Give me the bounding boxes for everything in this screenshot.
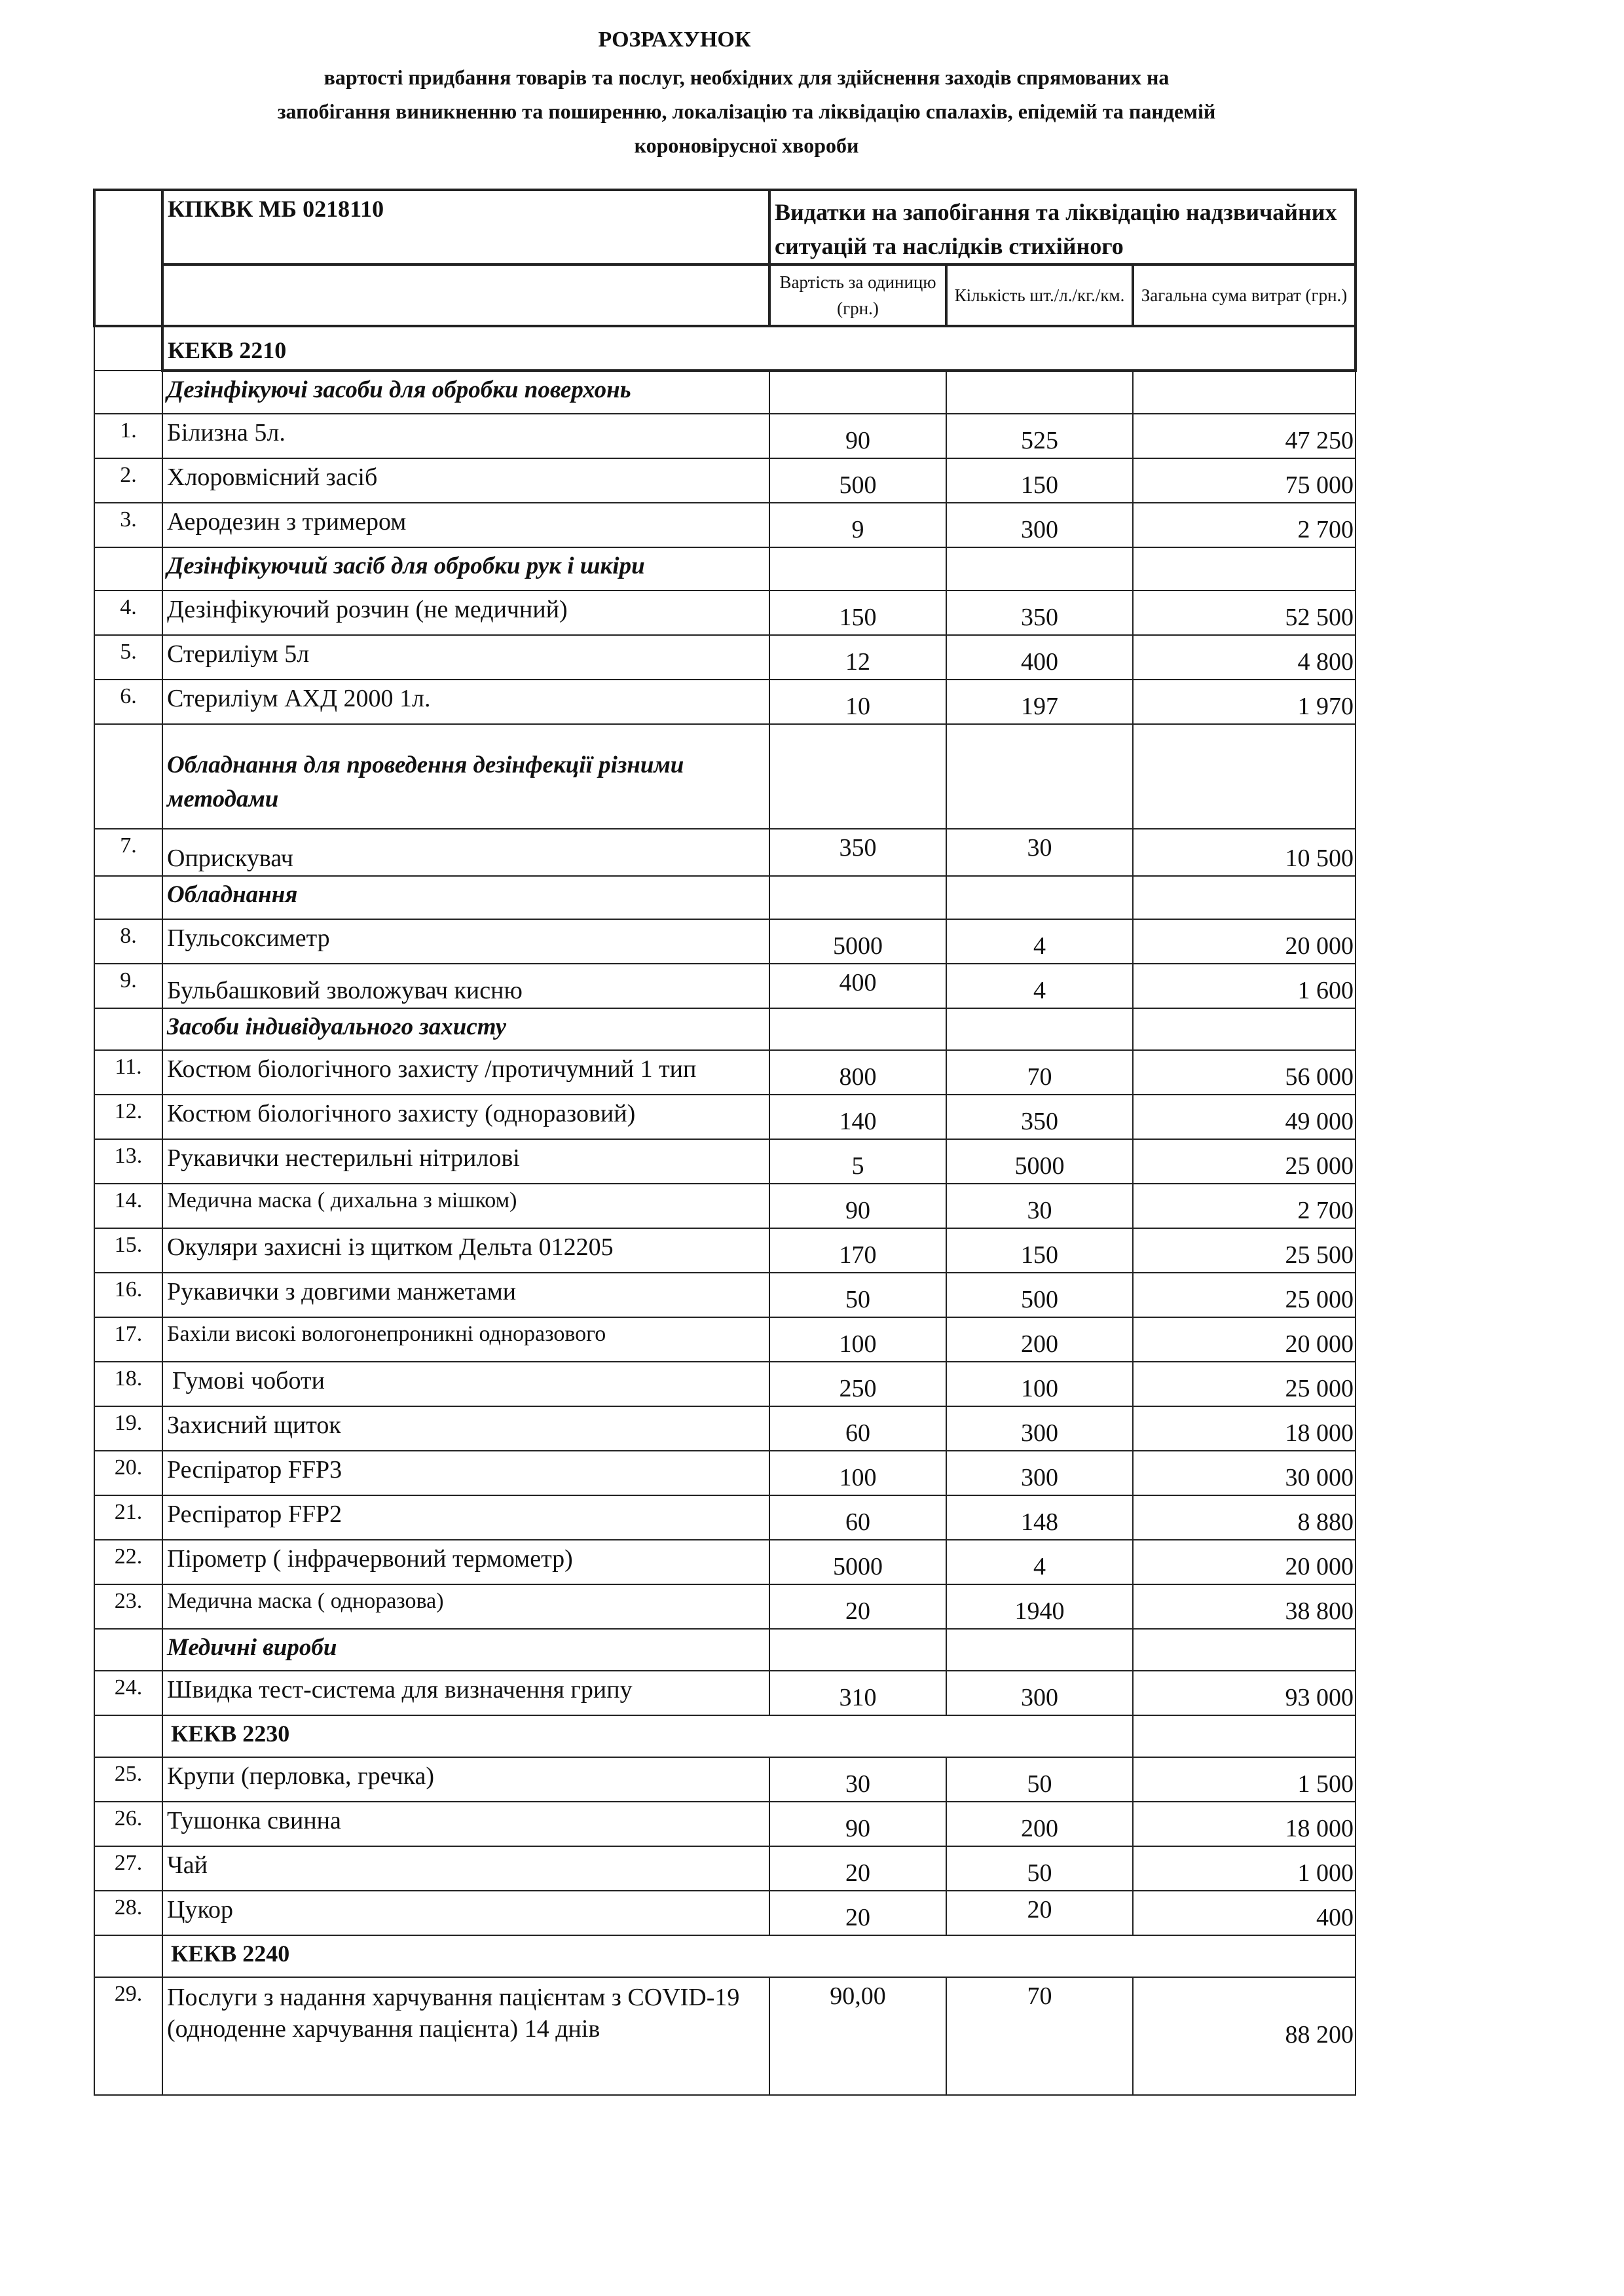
quantity: 148 xyxy=(946,1495,1133,1540)
total-amount: 25 500 xyxy=(1133,1228,1356,1273)
total-amount: 49 000 xyxy=(1133,1095,1356,1139)
item-name: Білизна 5л. xyxy=(162,414,769,458)
quantity: 150 xyxy=(946,458,1133,503)
unit-price: 150 xyxy=(769,591,946,635)
total-amount: 47 250 xyxy=(1133,414,1356,458)
row-number: 18. xyxy=(94,1362,162,1406)
item-name: Оприскувач xyxy=(162,829,769,876)
row-number: 12. xyxy=(94,1095,162,1139)
row-number: 9. xyxy=(94,964,162,1008)
total-amount: 88 200 xyxy=(1133,1977,1356,2095)
row-blank xyxy=(769,1008,946,1050)
total-amount: 1 970 xyxy=(1133,680,1356,724)
quantity: 1940 xyxy=(946,1584,1133,1629)
quantity: 300 xyxy=(946,1671,1133,1715)
row-blank xyxy=(94,1629,162,1671)
total-amount: 4 800 xyxy=(1133,635,1356,680)
unit-price: 20 xyxy=(769,1891,946,1935)
row-blank xyxy=(946,371,1133,414)
quantity: 5000 xyxy=(946,1139,1133,1184)
row-blank xyxy=(94,724,162,829)
table-row xyxy=(94,1451,1356,1495)
item-name: Хлоровмісний засіб xyxy=(162,458,769,503)
unit-price: 20 xyxy=(769,1584,946,1629)
total-amount: 20 000 xyxy=(1133,919,1356,964)
table-row xyxy=(94,1273,1356,1317)
table-row xyxy=(94,591,1356,635)
table-row xyxy=(94,458,1356,503)
row-number: 28. xyxy=(94,1891,162,1935)
category-heading: Дезінфікуючий засіб для обробки рук і шкіри xyxy=(162,547,769,591)
quantity: 350 xyxy=(946,591,1133,635)
unit-price: 30 xyxy=(769,1757,946,1802)
total-amount: 2 700 xyxy=(1133,503,1356,547)
subtitle-line: запобігання виникненню та поширенню, локалізацію та ліквідацію спалахів, епідемій та пандемій xyxy=(277,100,1216,123)
col-header-total: Загальна сума витрат (грн.) xyxy=(1133,264,1356,326)
total-amount: 75 000 xyxy=(1133,458,1356,503)
item-name: Респіратор FFP3 xyxy=(162,1451,769,1495)
item-name: Гумові чоботи xyxy=(162,1362,769,1406)
unit-price: 12 xyxy=(769,635,946,680)
row-number: 13. xyxy=(94,1139,162,1184)
row-number: 16. xyxy=(94,1273,162,1317)
kekv-heading: КЕКВ 2230 xyxy=(162,1715,1133,1757)
unit-price: 90 xyxy=(769,414,946,458)
category-heading: Засоби індивідуального захисту xyxy=(162,1008,769,1050)
item-name: Бульбашковий зволожувач кисню xyxy=(162,964,769,1008)
total-amount: 25 000 xyxy=(1133,1362,1356,1406)
unit-price: 310 xyxy=(769,1671,946,1715)
table-row xyxy=(94,1802,1356,1846)
item-name: Рукавички з довгими манжетами xyxy=(162,1273,769,1317)
subtitle-line: вартості придбання товарів та послуг, необхідних для здійснення заходів спрямованих на xyxy=(323,65,1170,89)
row-blank xyxy=(769,371,946,414)
unit-price: 50 xyxy=(769,1273,946,1317)
item-name: Дезінфікуючий розчин (не медичний) xyxy=(162,591,769,635)
row-number: 6. xyxy=(94,680,162,724)
row-number: 21. xyxy=(94,1495,162,1540)
header-corner-cell xyxy=(94,190,162,326)
table-row xyxy=(94,1139,1356,1184)
row-blank xyxy=(94,326,162,371)
unit-price: 20 xyxy=(769,1846,946,1891)
table-row xyxy=(94,1406,1356,1451)
unit-price: 250 xyxy=(769,1362,946,1406)
row-blank xyxy=(946,1629,1133,1671)
col-header-quantity: Кількість шт./л./кг./км. xyxy=(946,264,1133,326)
total-amount: 56 000 xyxy=(1133,1050,1356,1095)
item-name: Стериліум АХД 2000 1л. xyxy=(162,680,769,724)
quantity: 4 xyxy=(946,919,1133,964)
total-amount: 8 880 xyxy=(1133,1495,1356,1540)
total-amount: 18 000 xyxy=(1133,1802,1356,1846)
row-number: 5. xyxy=(94,635,162,680)
table-row xyxy=(94,414,1356,458)
unit-price: 60 xyxy=(769,1495,946,1540)
quantity: 30 xyxy=(946,829,1133,876)
row-blank xyxy=(94,1935,162,1977)
table-row xyxy=(94,503,1356,547)
total-amount: 30 000 xyxy=(1133,1451,1356,1495)
row-number: 14. xyxy=(94,1184,162,1228)
table-row xyxy=(94,1184,1356,1228)
unit-price: 90,00 xyxy=(769,1977,946,2095)
item-name: Захисний щиток xyxy=(162,1406,769,1451)
table-row xyxy=(94,829,1356,876)
col-header-unit-price: Вартість за одиницю (грн.) xyxy=(769,264,946,326)
total-amount: 10 500 xyxy=(1133,829,1356,876)
total-amount: 1 000 xyxy=(1133,1846,1356,1891)
row-blank xyxy=(1133,1629,1356,1671)
unit-price: 90 xyxy=(769,1802,946,1846)
expense-title: Видатки на запобігання та ліквідацію надзвичайних ситуацій та наслідків стихійного xyxy=(769,190,1356,264)
item-name: Медична маска ( одноразова) xyxy=(162,1584,769,1629)
total-amount: 38 800 xyxy=(1133,1584,1356,1629)
total-amount: 18 000 xyxy=(1133,1406,1356,1451)
total-amount: 1 500 xyxy=(1133,1757,1356,1802)
row-number: 23. xyxy=(94,1584,162,1629)
unit-price: 140 xyxy=(769,1095,946,1139)
total-amount: 400 xyxy=(1133,1891,1356,1935)
table-row xyxy=(94,1977,1356,2095)
row-blank xyxy=(946,1008,1133,1050)
row-number: 7. xyxy=(94,829,162,876)
unit-price: 400 xyxy=(769,964,946,1008)
row-number: 4. xyxy=(94,591,162,635)
table-row xyxy=(94,964,1356,1008)
row-blank xyxy=(769,1629,946,1671)
quantity: 4 xyxy=(946,964,1133,1008)
table-row xyxy=(94,635,1356,680)
quantity: 20 xyxy=(946,1891,1133,1935)
row-blank xyxy=(1133,1008,1356,1050)
total-amount: 25 000 xyxy=(1133,1273,1356,1317)
table-row xyxy=(94,1671,1356,1715)
total-amount: 25 000 xyxy=(1133,1139,1356,1184)
unit-price: 5000 xyxy=(769,1540,946,1584)
item-name: Бахіли високі вологонепроникні одноразового xyxy=(162,1317,769,1362)
unit-price: 800 xyxy=(769,1050,946,1095)
row-number: 17. xyxy=(94,1317,162,1362)
row-number: 29. xyxy=(94,1977,162,2095)
item-name: Цукор xyxy=(162,1891,769,1935)
item-name: Швидка тест-система для визначення грипу xyxy=(162,1671,769,1715)
quantity: 200 xyxy=(946,1317,1133,1362)
row-number: 2. xyxy=(94,458,162,503)
kekv-heading: КЕКВ 2240 xyxy=(162,1935,1356,1977)
quantity: 400 xyxy=(946,635,1133,680)
table-row xyxy=(94,1540,1356,1584)
cost-table xyxy=(93,189,1357,2096)
quantity: 100 xyxy=(946,1362,1133,1406)
row-blank xyxy=(94,371,162,414)
category-heading: Обладнання для проведення дезінфекції різними методами xyxy=(162,724,769,829)
row-blank xyxy=(94,1008,162,1050)
total-amount: 1 600 xyxy=(1133,964,1356,1008)
row-blank xyxy=(94,876,162,919)
row-number: 1. xyxy=(94,414,162,458)
category-heading: Обладнання xyxy=(162,876,769,919)
quantity: 300 xyxy=(946,1451,1133,1495)
quantity: 150 xyxy=(946,1228,1133,1273)
row-blank xyxy=(946,876,1133,919)
item-name: Рукавички нестерильні нітрилові xyxy=(162,1139,769,1184)
unit-price: 350 xyxy=(769,829,946,876)
row-number: 22. xyxy=(94,1540,162,1584)
quantity: 300 xyxy=(946,1406,1133,1451)
category-heading: Медичні вироби xyxy=(162,1629,769,1671)
row-blank xyxy=(94,547,162,591)
table-row xyxy=(94,1891,1356,1935)
unit-price: 100 xyxy=(769,1317,946,1362)
row-number: 24. xyxy=(94,1671,162,1715)
kekv-heading: КЕКВ 2210 xyxy=(162,326,1356,371)
quantity: 500 xyxy=(946,1273,1133,1317)
total-amount: 2 700 xyxy=(1133,1184,1356,1228)
table-row xyxy=(94,680,1356,724)
unit-price: 10 xyxy=(769,680,946,724)
item-name: Крупи (перловка, гречка) xyxy=(162,1757,769,1802)
table-row xyxy=(94,1050,1356,1095)
total-amount: 93 000 xyxy=(1133,1671,1356,1715)
item-name: Стериліум 5л xyxy=(162,635,769,680)
unit-price: 100 xyxy=(769,1451,946,1495)
row-blank xyxy=(1133,1715,1356,1757)
total-amount: 20 000 xyxy=(1133,1317,1356,1362)
unit-price: 5000 xyxy=(769,919,946,964)
table-row xyxy=(94,1495,1356,1540)
table-row xyxy=(94,1846,1356,1891)
unit-price: 170 xyxy=(769,1228,946,1273)
row-blank xyxy=(1133,876,1356,919)
row-blank xyxy=(1133,371,1356,414)
item-name: Респіратор FFP2 xyxy=(162,1495,769,1540)
document-title: РОЗРАХУНОК xyxy=(598,27,751,52)
category-heading: Дезінфікуючі засоби для обробки поверхонь xyxy=(162,371,769,414)
row-number: 3. xyxy=(94,503,162,547)
table-row xyxy=(94,919,1356,964)
total-amount: 52 500 xyxy=(1133,591,1356,635)
row-number: 8. xyxy=(94,919,162,964)
table-row xyxy=(94,1095,1356,1139)
row-blank xyxy=(769,724,946,829)
quantity: 350 xyxy=(946,1095,1133,1139)
quantity: 197 xyxy=(946,680,1133,724)
row-blank xyxy=(769,547,946,591)
row-blank xyxy=(94,1715,162,1757)
unit-price: 90 xyxy=(769,1184,946,1228)
item-name: Пірометр ( інфрачервоний термометр) xyxy=(162,1540,769,1584)
unit-price: 5 xyxy=(769,1139,946,1184)
row-number: 11. xyxy=(94,1050,162,1095)
quantity: 525 xyxy=(946,414,1133,458)
item-name: Пульсоксиметр xyxy=(162,919,769,964)
item-name: Костюм біологічного захисту /протичумний 1 тип xyxy=(162,1050,769,1095)
kpkvk-code: КПКВК МБ 0218110 xyxy=(162,190,769,264)
row-number: 27. xyxy=(94,1846,162,1891)
table-row xyxy=(94,1228,1356,1273)
quantity: 50 xyxy=(946,1846,1133,1891)
table-row xyxy=(94,1317,1356,1362)
subtitle-line: короновірусної хвороби xyxy=(634,134,859,157)
row-number: 20. xyxy=(94,1451,162,1495)
quantity: 70 xyxy=(946,1050,1133,1095)
item-name: Медична маска ( дихальна з мішком) xyxy=(162,1184,769,1228)
item-name: Костюм біологічного захисту (одноразовий) xyxy=(162,1095,769,1139)
row-blank xyxy=(1133,724,1356,829)
item-name: Аеродезин з тримером xyxy=(162,503,769,547)
row-number: 26. xyxy=(94,1802,162,1846)
table-row xyxy=(94,1757,1356,1802)
unit-price: 60 xyxy=(769,1406,946,1451)
quantity: 200 xyxy=(946,1802,1133,1846)
item-name: Послуги з надання харчування пацієнтам з COVID-19 (одноденне харчування пацієнта) 14 днів xyxy=(162,1977,769,2095)
row-blank xyxy=(946,547,1133,591)
row-number: 15. xyxy=(94,1228,162,1273)
table-row xyxy=(94,1362,1356,1406)
quantity: 300 xyxy=(946,503,1133,547)
table-row xyxy=(94,1584,1356,1629)
item-name: Окуляри захисні із щитком Дельта 012205 xyxy=(162,1228,769,1273)
quantity: 50 xyxy=(946,1757,1133,1802)
header-blank-cell xyxy=(162,264,769,326)
row-number: 25. xyxy=(94,1757,162,1802)
unit-price: 500 xyxy=(769,458,946,503)
row-blank xyxy=(946,724,1133,829)
total-amount: 20 000 xyxy=(1133,1540,1356,1584)
row-blank xyxy=(1133,547,1356,591)
quantity: 70 xyxy=(946,1977,1133,2095)
item-name: Тушонка свинна xyxy=(162,1802,769,1846)
item-name: Чай xyxy=(162,1846,769,1891)
quantity: 4 xyxy=(946,1540,1133,1584)
unit-price: 9 xyxy=(769,503,946,547)
document-subtitle xyxy=(144,60,1349,162)
row-number: 19. xyxy=(94,1406,162,1451)
row-blank xyxy=(769,876,946,919)
quantity: 30 xyxy=(946,1184,1133,1228)
